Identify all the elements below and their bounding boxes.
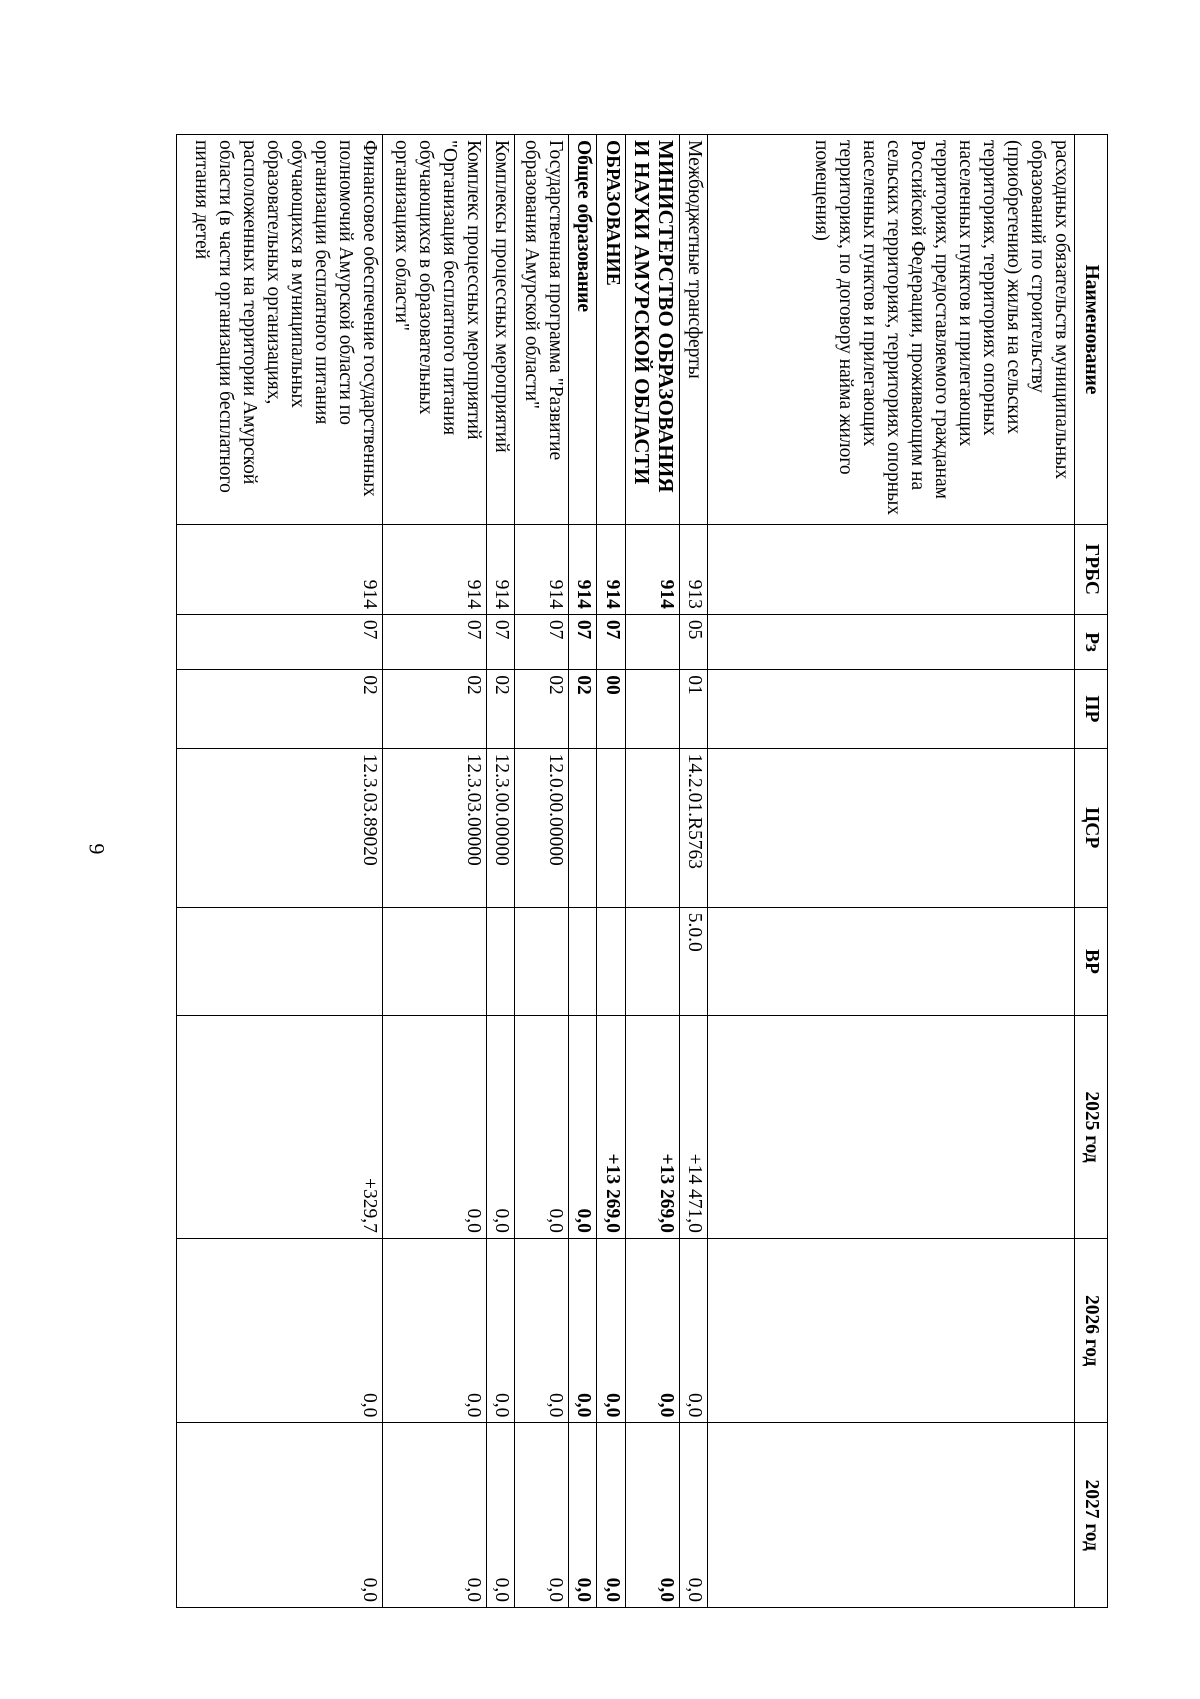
row-2026: 0,0	[625, 1238, 679, 1423]
table-row	[679, 135, 707, 1608]
table-row	[568, 135, 596, 1608]
table-row	[515, 135, 569, 1608]
row-pr: 02	[486, 670, 514, 748]
row-pr	[625, 670, 679, 748]
row-pr: 02	[515, 670, 569, 748]
row-rz: 07	[486, 614, 514, 669]
row-2025	[708, 1016, 1075, 1239]
row-csr: 12.3.03.00000	[382, 748, 486, 907]
row-grbs: 914	[486, 524, 514, 614]
row-2027: 0,0	[568, 1423, 596, 1608]
row-csr: 12.3.00.00000	[486, 748, 514, 907]
row-csr: 14.2.01.R5763	[679, 748, 707, 907]
row-2025: +13 269,0	[597, 1016, 625, 1239]
row-name: Общее образование	[568, 135, 596, 525]
row-grbs: 914	[568, 524, 596, 614]
table-row	[382, 135, 486, 1608]
table-row	[708, 135, 1075, 1608]
ministry-name-line-1: МИНИСТЕРСТВО ОБРАЗОВАНИЯ	[653, 140, 678, 493]
page-number: 6	[84, 843, 109, 855]
row-2026	[708, 1238, 1075, 1423]
table-row	[486, 135, 514, 1608]
row-grbs: 913	[679, 524, 707, 614]
row-pr: 01	[679, 670, 707, 748]
row-vr	[382, 907, 486, 1015]
row-rz: 07	[568, 614, 596, 669]
row-pr: 02	[568, 670, 596, 748]
row-grbs: 914	[597, 524, 625, 614]
row-vr	[708, 907, 1075, 1015]
row-vr	[597, 907, 625, 1015]
row-2026: 0,0	[679, 1238, 707, 1423]
row-grbs: 914	[515, 524, 569, 614]
row-name: расходных обязательств муниципальных образований по строительству (приобретению) жилья на сельских территориях, территориях опорных населенных пунктов и прилегающих территориях, предоставляемого гражданам Российской Федерации, проживающим на сельских территориях, территориях опорных населенных пунктов и прилегающих территориях, по договору найма жилого помещения)	[708, 135, 1075, 525]
row-2026: 0,0	[382, 1238, 486, 1423]
row-grbs: 914	[625, 524, 679, 614]
row-2025: 0,0	[515, 1016, 569, 1239]
row-2025: +329,7	[177, 1016, 383, 1239]
row-2026: 0,0	[486, 1238, 514, 1423]
row-vr	[515, 907, 569, 1015]
col-csr-header: ЦСР	[1075, 748, 1108, 907]
row-csr: 12.0.00.00000	[515, 748, 569, 907]
row-pr: 02	[177, 670, 383, 748]
row-csr	[708, 748, 1075, 907]
row-2025: 0,0	[382, 1016, 486, 1239]
col-rz-header: Рз	[1075, 614, 1108, 669]
row-csr	[597, 748, 625, 907]
budget-table	[176, 134, 1108, 1608]
row-rz: 07	[382, 614, 486, 669]
row-rz: 05	[679, 614, 707, 669]
row-grbs: 914	[177, 524, 383, 614]
row-name: Государственная программа "Развитие образования Амурской области"	[515, 135, 569, 525]
row-2027: 0,0	[597, 1423, 625, 1608]
row-2026: 0,0	[177, 1238, 383, 1423]
row-2026: 0,0	[597, 1238, 625, 1423]
row-pr	[708, 670, 1075, 748]
table-row	[597, 135, 625, 1608]
row-vr: 5.0.0	[679, 907, 707, 1015]
row-2027: 0,0	[486, 1423, 514, 1608]
col-2027-header: 2027 год	[1075, 1423, 1108, 1608]
row-grbs: 914	[382, 524, 486, 614]
col-2026-header: 2026 год	[1075, 1238, 1108, 1423]
row-vr	[177, 907, 383, 1015]
row-name: Межбюджетные трансферты	[679, 135, 707, 525]
row-vr	[486, 907, 514, 1015]
table-row	[177, 135, 383, 1608]
row-vr	[568, 907, 596, 1015]
row-2027: 0,0	[515, 1423, 569, 1608]
row-name: ОБРАЗОВАНИЕ	[597, 135, 625, 525]
row-2026: 0,0	[515, 1238, 569, 1423]
row-2027: 0,0	[679, 1423, 707, 1608]
row-csr	[625, 748, 679, 907]
row-2025: +13 269,0	[625, 1016, 679, 1239]
row-pr: 00	[597, 670, 625, 748]
row-2025: 0,0	[486, 1016, 514, 1239]
row-2025: +14 471,0	[679, 1016, 707, 1239]
col-vr-header: ВР	[1075, 907, 1108, 1015]
row-2027	[708, 1423, 1075, 1608]
row-csr: 12.3.03.89020	[177, 748, 383, 907]
table-row	[625, 135, 679, 1608]
row-grbs	[708, 524, 1075, 614]
row-name: Комплекс процессных мероприятий "Организация бесплатного питания обучающихся в образовательных организациях области"	[382, 135, 486, 525]
budget-table-rotated	[176, 134, 1108, 1608]
row-pr: 02	[382, 670, 486, 748]
ministry-name-line-2: И НАУКИ АМУРСКОЙ ОБЛАСТИ	[629, 140, 654, 485]
row-vr	[625, 907, 679, 1015]
row-rz: 07	[515, 614, 569, 669]
row-rz: 07	[177, 614, 383, 669]
col-2025-header: 2025 год	[1075, 1016, 1108, 1239]
row-name: Комплексы процессных мероприятий	[486, 135, 514, 525]
row-2027: 0,0	[382, 1423, 486, 1608]
row-rz: 07	[597, 614, 625, 669]
row-2027: 0,0	[177, 1423, 383, 1608]
col-name-header: Наименование	[1075, 135, 1108, 525]
row-2026: 0,0	[568, 1238, 596, 1423]
row-name: Финансовое обеспечение государственных полномочий Амурской области по организации бесплатного питания обучающихся в муниципальных образовательных организациях, расположенных на территории Амурской области (в части организации бесплатного питания детей	[177, 135, 383, 525]
row-rz	[708, 614, 1075, 669]
row-rz	[625, 614, 679, 669]
header-row	[1075, 135, 1108, 1608]
col-pr-header: ПР	[1075, 670, 1108, 748]
row-2027: 0,0	[625, 1423, 679, 1608]
row-csr	[568, 748, 596, 907]
row-2025: 0,0	[568, 1016, 596, 1239]
row-name	[625, 135, 679, 525]
col-grbs-header: ГРБС	[1075, 524, 1108, 614]
